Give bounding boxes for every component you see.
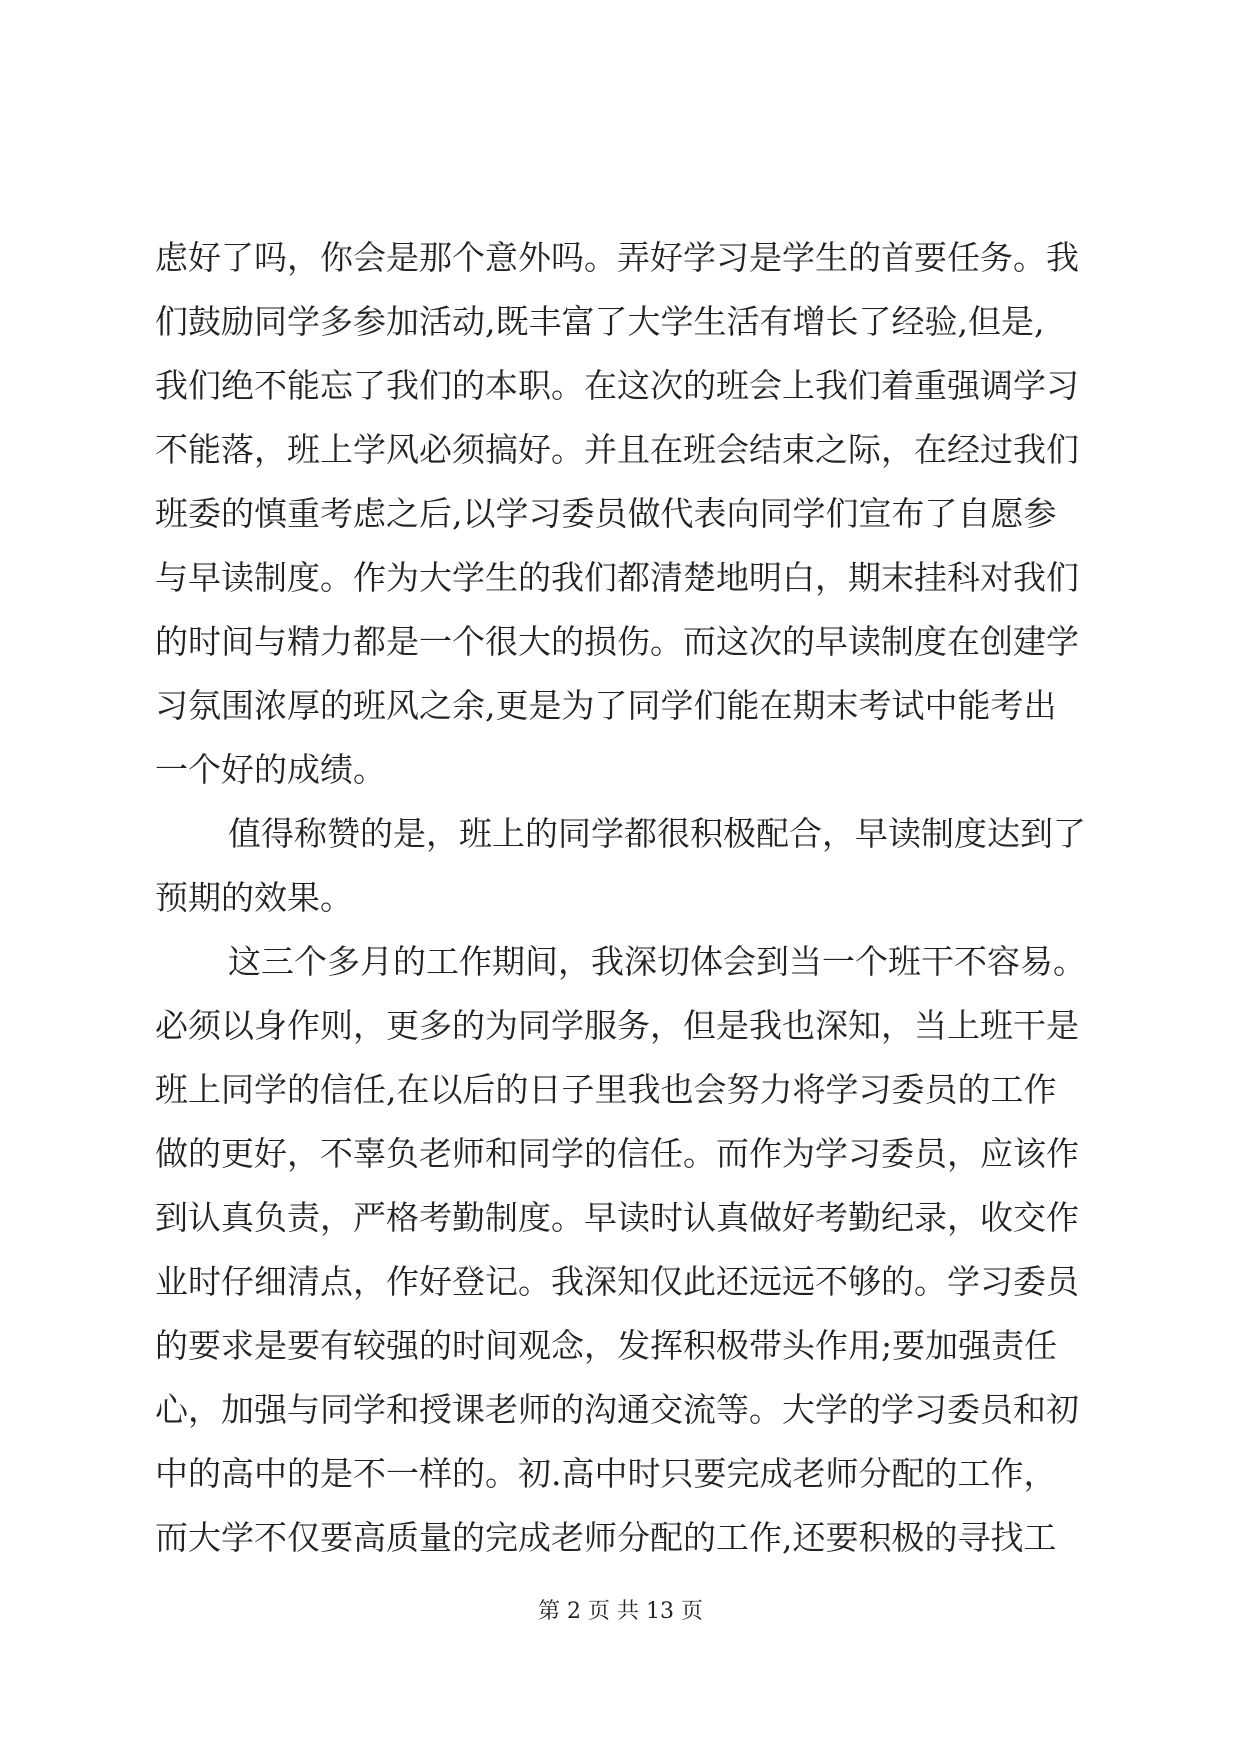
paragraph bbox=[155, 802, 1095, 930]
text-line: 必须以身作则，更多的为同学服务，但是我也深知，当上班干是 bbox=[155, 1006, 1079, 1045]
paragraph bbox=[155, 930, 1095, 1570]
text-line: 与早读制度。作为大学生的我们都清楚地明白，期末挂科对我们 bbox=[155, 558, 1079, 597]
text-line: 中的高中的是不一样的。初.高中时只要完成老师分配的工作， bbox=[155, 1454, 1057, 1493]
text-line: 我们绝不能忘了我们的本职。在这次的班会上我们着重强调学习 bbox=[155, 366, 1079, 405]
text-line: 班上同学的信任,在以后的日子里我也会努力将学习委员的工作 bbox=[155, 1070, 1057, 1109]
text-line: 们鼓励同学多参加活动,既丰富了大学生活有增长了经验,但是, bbox=[155, 302, 1045, 341]
text-line: 值得称赞的是，班上的同学都很积极配合，早读制度达到了 bbox=[228, 814, 1086, 853]
text-line: 不能落，班上学风必须搞好。并且在班会结束之际，在经过我们 bbox=[155, 430, 1079, 469]
page-footer: 第 2 页 共 13 页 bbox=[538, 1599, 703, 1624]
text-line: 而大学不仅要高质量的完成老师分配的工作,还要积极的寻找工 bbox=[155, 1518, 1057, 1557]
paragraph bbox=[155, 226, 1095, 802]
text-line: 心，加强与同学和授课老师的沟通交流等。大学的学习委员和初 bbox=[155, 1390, 1079, 1429]
text-line: 的时间与精力都是一个很大的损伤。而这次的早读制度在创建学 bbox=[155, 622, 1079, 661]
text-line: 习氛围浓厚的班风之余,更是为了同学们能在期末考试中能考出 bbox=[155, 686, 1057, 725]
document-body bbox=[155, 226, 1095, 1570]
text-line: 预期的效果。 bbox=[155, 878, 353, 917]
text-line: 班委的慎重考虑之后,以学习委员做代表向同学们宣布了自愿参 bbox=[155, 494, 1057, 533]
text-line: 的要求是要有较强的时间观念，发挥积极带头作用;要加强责任 bbox=[155, 1326, 1058, 1365]
text-line: 这三个多月的工作期间，我深切体会到当一个班干不容易。 bbox=[228, 942, 1086, 981]
text-line: 做的更好，不辜负老师和同学的信任。而作为学习委员，应该作 bbox=[155, 1134, 1079, 1173]
text-line: 业时仔细清点，作好登记。我深知仅此还远远不够的。学习委员 bbox=[155, 1262, 1079, 1301]
text-line: 一个好的成绩。 bbox=[155, 750, 386, 789]
text-line: 到认真负责，严格考勤制度。早读时认真做好考勤纪录，收交作 bbox=[155, 1198, 1079, 1237]
text-line: 虑好了吗，你会是那个意外吗。弄好学习是学生的首要任务。我 bbox=[155, 238, 1079, 277]
